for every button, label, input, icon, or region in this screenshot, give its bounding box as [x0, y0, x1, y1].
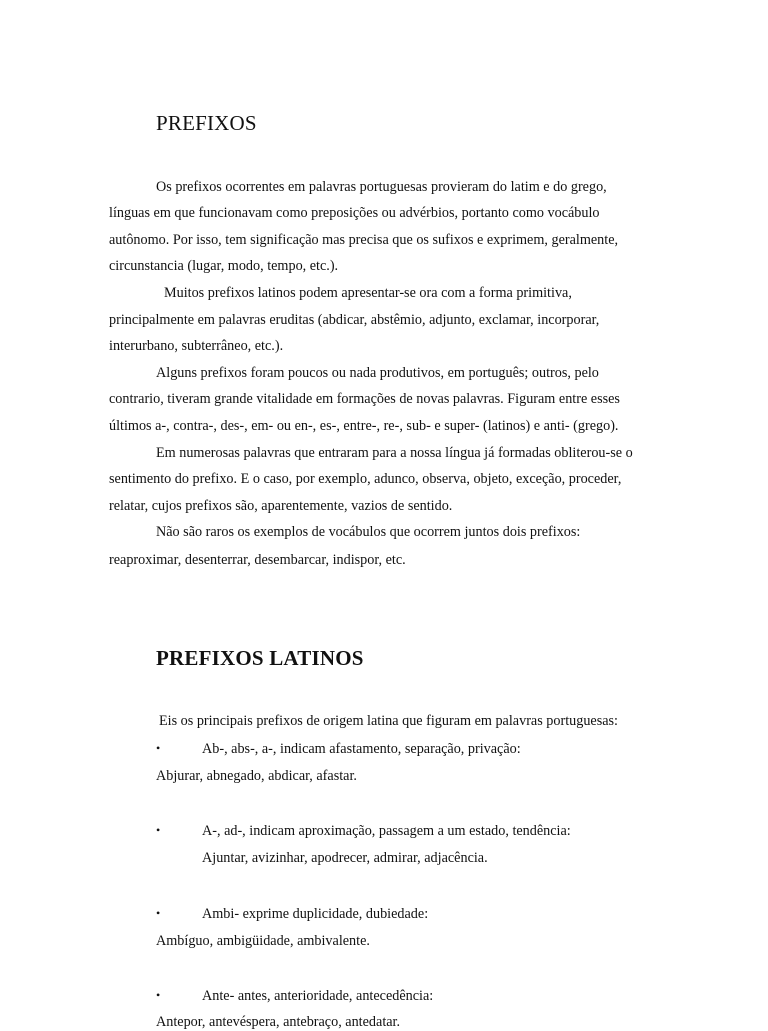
- intro-line: principalmente em palavras eruditas (abdicar, abstêmio, adjunto, exclamar, incorporar,: [109, 312, 600, 328]
- section-title: PREFIXOS LATINOS: [156, 646, 364, 670]
- bullet-text: A-, ad-, indicam aproximação, passagem a um estado, tendência:: [202, 823, 571, 839]
- intro-line: interurbano, subterrâneo, etc.).: [109, 338, 284, 354]
- intro-line: autônomo. Por isso, tem significação mas precisa que os sufixos e exprimem, geralmente,: [109, 232, 619, 248]
- bullet-examples: Ambíguo, ambigüidade, ambivalente.: [156, 933, 370, 949]
- bullet-icon: •: [156, 988, 161, 1002]
- intro-line: línguas em que funcionavam como preposições ou advérbios, portanto como vocábulo: [109, 205, 600, 221]
- intro-line: circunstancia (lugar, modo, tempo, etc.).: [109, 258, 339, 274]
- page-title: PREFIXOS: [156, 111, 257, 135]
- intro-line: sentimento do prefixo. E o caso, por exemplo, adunco, observa, objeto, exceção, proceder,: [109, 471, 622, 487]
- bullet-examples: Antepor, antevéspera, antebraço, antedatar.: [156, 1014, 401, 1030]
- intro-line: Alguns prefixos foram poucos ou nada produtivos, em português; outros, pelo: [156, 365, 599, 381]
- bullet-text: Ab-, abs-, a-, indicam afastamento, separação, privação:: [202, 741, 521, 757]
- bullet-text: Ante- antes, anterioridade, antecedência:: [202, 988, 434, 1004]
- section-intro: Eis os principais prefixos de origem latina que figuram em palavras portuguesas:: [159, 713, 618, 729]
- intro-line: últimos a-, contra-, des-, em- ou en-, es-, entre-, re-, sub- e super- (latinos) e anti- (grego).: [109, 418, 619, 434]
- bullet-text: Ambi- exprime duplicidade, dubiedade:: [202, 906, 429, 922]
- bullet-examples: Abjurar, abnegado, abdicar, afastar.: [156, 768, 357, 784]
- bullet-icon: •: [156, 741, 161, 755]
- bullet-icon: •: [156, 906, 161, 920]
- intro-line: reaproximar, desenterrar, desembarcar, indispor, etc.: [109, 552, 406, 568]
- intro-line: Muitos prefixos latinos podem apresentar-se ora com a forma primitiva,: [164, 285, 572, 301]
- bullet-examples: Ajuntar, avizinhar, apodrecer, admirar, adjacência.: [202, 850, 488, 866]
- intro-line: Os prefixos ocorrentes em palavras portuguesas provieram do latim e do grego,: [156, 179, 607, 195]
- intro-line: relatar, cujos prefixos são, aparentemente, vazios de sentido.: [109, 498, 453, 514]
- intro-line: contrario, tiveram grande vitalidade em formações de novas palavras. Figuram entre esses: [109, 391, 620, 407]
- intro-line: Não são raros os exemplos de vocábulos que ocorrem juntos dois prefixos:: [156, 524, 581, 540]
- intro-line: Em numerosas palavras que entraram para a nossa língua já formadas obliterou-se o: [156, 445, 633, 461]
- bullet-icon: •: [156, 823, 161, 837]
